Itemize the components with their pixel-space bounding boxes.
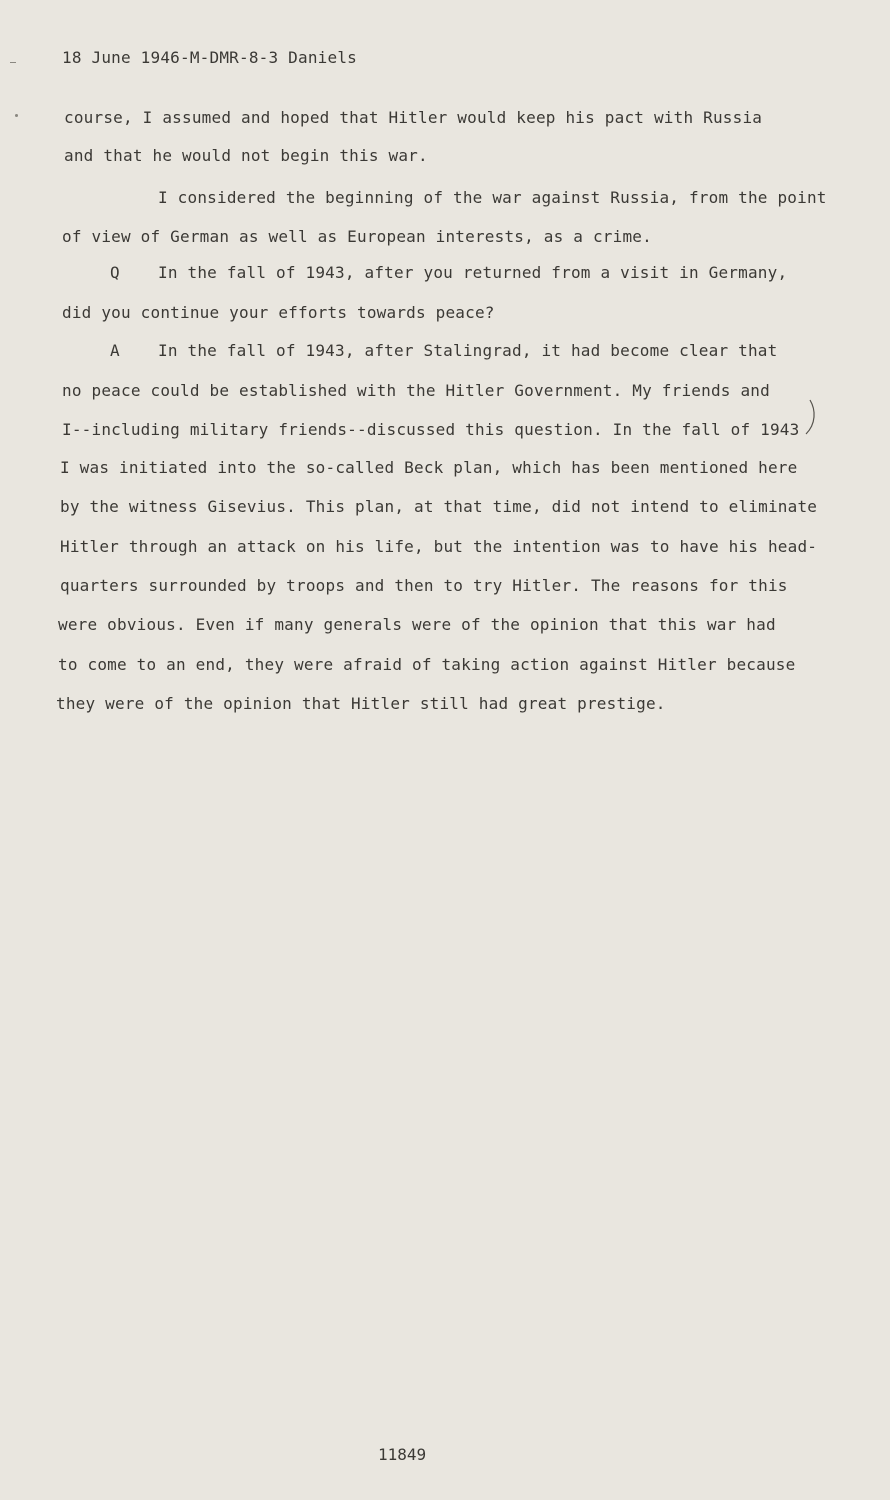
text-line: and that he would not begin this war.: [64, 146, 428, 165]
text-line: no peace could be established with the Hitler Government. My friends and: [62, 381, 770, 400]
text-line: to come to an end, they were afraid of taking action against Hitler because: [58, 655, 796, 674]
text-line: by the witness Gisevius. This plan, at that time, did not intend to eliminate: [60, 497, 818, 516]
page-number: 11849: [378, 1445, 427, 1464]
page-header: 18 June 1946-M-DMR-8-3 Daniels: [62, 48, 357, 67]
text-line: quarters surrounded by troops and then to try Hitler. The reasons for this: [60, 576, 788, 595]
text-line: did you continue your efforts towards peace?: [62, 303, 495, 322]
margin-dot-mark: [15, 114, 18, 117]
text-line: I was initiated into the so-called Beck plan, which has been mentioned here: [60, 458, 798, 477]
text-line: course, I assumed and hoped that Hitler would keep his pact with Russia: [64, 108, 763, 127]
text-line: I--including military friends--discussed this question. In the fall of 1943: [62, 420, 800, 439]
text-line: In the fall of 1943, after Stalingrad, it had become clear that: [158, 341, 778, 360]
text-line: were obvious. Even if many generals were of the opinion that this war had: [58, 615, 776, 634]
margin-dash-mark: [10, 62, 16, 63]
text-line: In the fall of 1943, after you returned from a visit in Germany,: [158, 263, 788, 282]
speaker-question: Q: [110, 263, 120, 282]
margin-bracket-mark: [802, 398, 822, 438]
speaker-answer: A: [110, 341, 120, 360]
text-line: I considered the beginning of the war against Russia, from the point: [158, 188, 827, 207]
text-line: of view of German as well as European interests, as a crime.: [62, 227, 652, 246]
text-line: Hitler through an attack on his life, but the intention was to have his head-: [60, 537, 818, 556]
text-line: they were of the opinion that Hitler still had great prestige.: [56, 694, 666, 713]
